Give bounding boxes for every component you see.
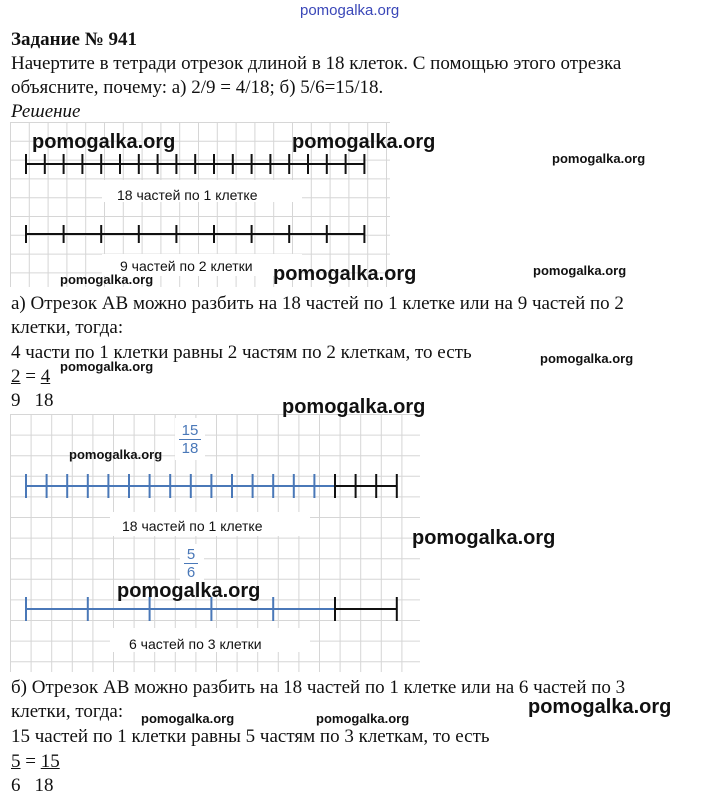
watermark[interactable]: pomogalka.org [412, 527, 556, 549]
equals-sign: = [20, 366, 41, 387]
fraction-numerator: 2 [11, 366, 21, 387]
fraction-numerator: 15 [40, 751, 60, 772]
fraction-denominator: 18 [181, 440, 199, 457]
fraction-15-18 [176, 422, 204, 457]
part-b-equation-numerators [11, 751, 60, 773]
watermark[interactable]: pomogalka.org [141, 711, 235, 726]
watermark[interactable]: pomogalka.org [32, 131, 176, 153]
diagram-1-caption-bottom: 9 частей по 2 клетки [120, 258, 253, 274]
part-b-line-2: клетки, тогда: [11, 701, 124, 722]
fraction-denominator: 18 [34, 390, 54, 411]
watermark[interactable]: pomogalka.org [69, 447, 163, 462]
diagram-2-caption-bottom: 6 частей по 3 клетки [129, 636, 262, 652]
watermark[interactable]: pomogalka.org [60, 272, 154, 287]
watermark[interactable]: pomogalka.org [292, 131, 436, 153]
fraction-numerator: 5 [186, 546, 196, 563]
fraction-denominator: 9 [11, 390, 21, 411]
part-b-equation-denominators [11, 775, 54, 797]
part-a-line-3: 4 части по 1 клетки равны 2 частям по 2 клеткам, то есть [11, 342, 472, 363]
watermark[interactable]: pomogalka.org [117, 580, 261, 602]
part-a-line-2: клетки, тогда: [11, 317, 124, 338]
watermark[interactable]: pomogalka.org [273, 263, 417, 285]
fraction-numerator: 15 [181, 422, 199, 439]
segment-18-parts-colored [26, 474, 397, 498]
solution-label: Решение [11, 101, 81, 122]
fraction-denominator: 6 [11, 775, 21, 796]
part-a-equation-numerators [11, 366, 50, 388]
task-text-line-2: объясните, почему: а) 2/9 = 4/18; б) 5/6=15/18. [11, 77, 384, 98]
diagram-1-caption-top: 18 частей по 1 клетке [117, 187, 258, 203]
watermark-top[interactable]: pomogalka.org [300, 2, 400, 19]
fraction-5-6 [181, 546, 201, 581]
watermark[interactable]: pomogalka.org [282, 396, 426, 418]
watermark[interactable]: pomogalka.org [540, 351, 634, 366]
fraction-numerator: 4 [40, 366, 51, 387]
watermark[interactable]: pomogalka.org [60, 359, 154, 374]
task-text-line-1: Начертите в тетради отрезок длиной в 18 клеток. С помощью этого отрезка [11, 53, 622, 74]
watermark[interactable]: pomogalka.org [552, 151, 646, 166]
watermark[interactable]: pomogalka.org [316, 711, 410, 726]
segment-9-parts [26, 225, 364, 243]
task-title: Задание № 941 [11, 29, 138, 50]
part-b-line-3: 15 частей по 1 клетки равны 5 частям по 3 клеткам, то есть [11, 726, 490, 747]
fraction-denominator: 6 [186, 564, 196, 581]
equals-sign: = [20, 751, 41, 772]
fraction-denominator: 18 [34, 775, 54, 796]
part-b-line-1: б) Отрезок АВ можно разбить на 18 частей по 1 клетке или на 6 частей по 3 [11, 677, 626, 698]
part-a-line-1: а) Отрезок АВ можно разбить на 18 частей по 1 клетке или на 9 частей по 2 [11, 293, 624, 314]
part-a-equation-denominators [11, 390, 54, 412]
segment-18-parts [26, 154, 364, 174]
diagram-2-caption-top: 18 частей по 1 клетке [122, 518, 263, 534]
watermark[interactable]: pomogalka.org [528, 696, 672, 718]
fraction-numerator: 5 [11, 751, 21, 772]
watermark[interactable]: pomogalka.org [533, 263, 627, 278]
